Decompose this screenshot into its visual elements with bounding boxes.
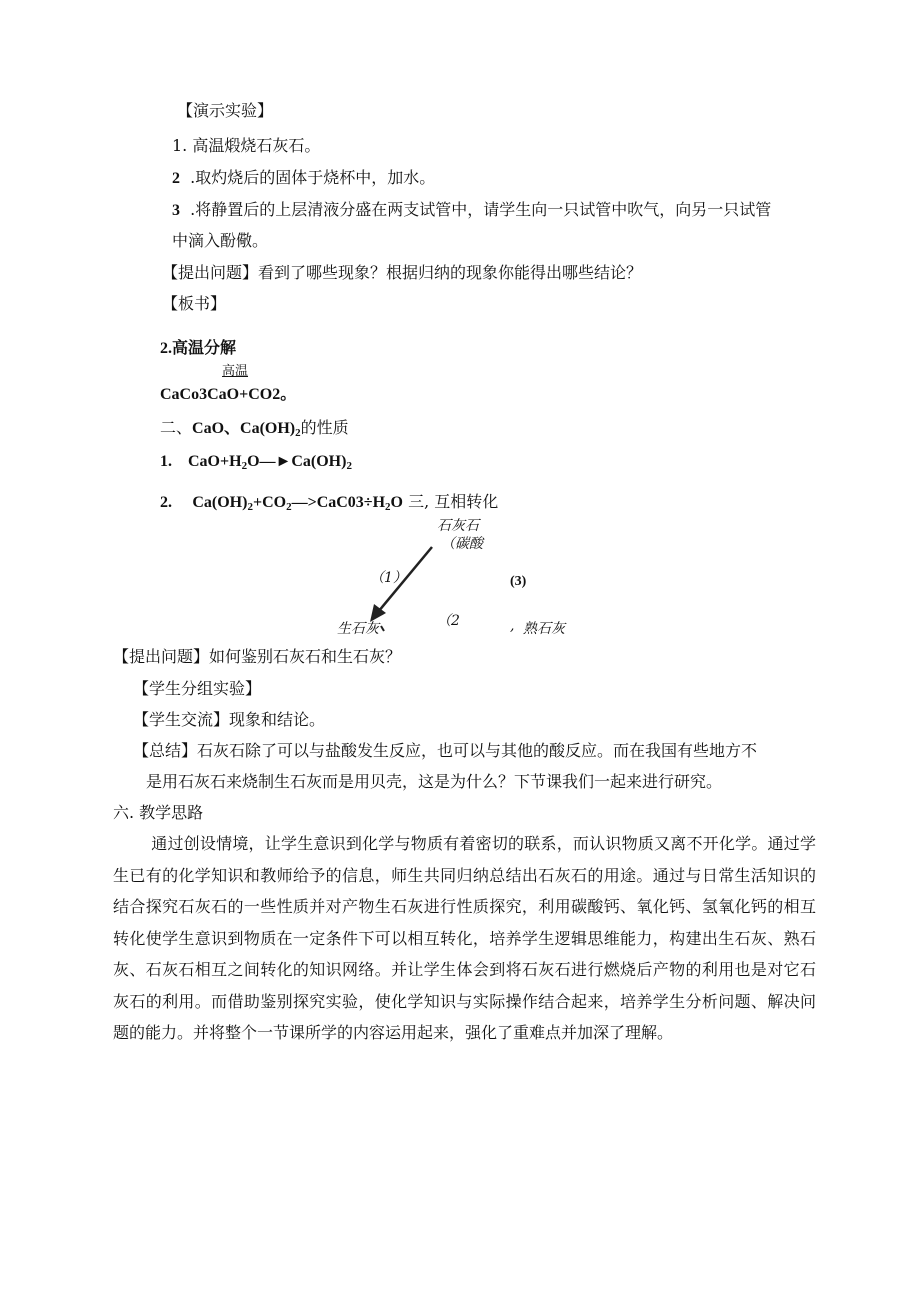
diagram-carbonate-label: （碳酸 [441,536,483,552]
decomposition-title: 2.高温分解 [160,340,237,357]
properties-heading-prefix: 二、 [160,418,193,437]
equation-2-number: 2. [160,494,172,511]
equation-2-part-a: Ca(OH) [192,494,248,511]
diagram-step-2: （2 [437,613,460,629]
question-2: 【提出问题】如何鉴别石灰石和生石灰？ [113,647,402,666]
equation-2-sub-a: 2 [247,501,253,513]
question-1: 【提出问题】看到了哪些现象？根据归纳的现象你能得出哪些结论？ [162,263,643,282]
equation-2-sub-c: 2 [385,501,391,513]
diagram-slaked-prefix: , [510,618,515,634]
demo-item-1: 1. 高温煅烧石灰石。 [172,136,321,155]
student-exchange: 【学生交流】现象和结论。 [133,710,326,729]
group-experiment: 【学生分组实验】 [133,679,262,698]
demo-item-2-text: .取灼烧后的固体于烧杯中，加水。 [190,168,436,187]
demo-heading: 【演示实验】 [177,101,274,120]
properties-heading-subscript: 2 [295,427,301,439]
decomposition-equation: CaCo3CaO+CO2。 [160,386,297,403]
equation-1-part-a: CaO+H [188,453,242,470]
diagram-step-1: （1） [370,570,407,586]
diagram-step-3: (3) [510,574,527,589]
diagram-slaked-lime-label: 熟石灰 [523,621,565,637]
equation-1-sub-a: 2 [241,460,248,472]
summary-line-2: 是用石灰石来烧制生石灰而是用贝壳，这是为什么？下节课我们一起来进行研究。 [146,772,723,791]
summary-line-1: 【总结】石灰石除了可以与盐酸发生反应，也可以与其他的酸反应。而在我国有些地方不 [133,741,758,760]
teaching-approach-paragraph [113,828,816,1049]
equation-2-part-c: —>CaC03÷H [291,494,386,511]
teaching-approach-text: 通过创设情境，让学生意识到化学与物质有着密切的联系，而认识物质又离不开化学。通过学生已有的化学知识和教师给予的信息，师生共同归纳总结出石灰石的用途。通过与日常生活知识的结合探究石灰石的一些性质并对产物生石灰进行性质探究，利用碳酸钙、氧化钙、氢氧化钙的相互转化使学生意识到物质在一定条件下可以相互转化，培养学生逻辑思维能力，构建出生石灰、熟石灰、石灰石相互之间转化的知识网络。并让学生体会到将石灰石进行燃烧后产物的利用也是对它石灰石的利用。而借助鉴别探究实验，使化学知识与实际操作结合起来，培养学生分析问题、解决问题的能力。并将整个一节课所学的内容运用起来，强化了重难点并加深了理解。 [113,834,816,1042]
equation-1-sub-b: 2 [346,460,352,472]
properties-heading-formula: CaO、Ca(OH) [192,420,296,437]
section-3-heading: 三, 互相转化 [408,492,499,511]
demo-item-3-text: .将静置后的上层清液分盛在两支试管中，请学生向一只试管中吹气，向另一只试管 [190,200,772,219]
section-6-heading: 六. 教学思路 [113,803,204,822]
equation-1-part-b: O—►Ca(OH) [247,453,347,470]
demo-item-3-continued: 中滴入酚儆。 [172,231,269,250]
board-heading: 【板书】 [162,294,227,313]
properties-heading-suffix: 的性质 [300,418,349,437]
equation-1-number: 1. [160,453,172,470]
tick-mark [381,626,384,631]
demo-item-2-number: 2 [172,170,180,187]
equation-2-part-d: O [390,494,403,511]
diagram-limestone-label: 石灰石 [437,518,479,534]
demo-item-3-number: 3 [172,202,180,219]
diagram-quicklime-label: 生石灰 [337,621,379,637]
equation-2-sub-b: 2 [286,501,292,513]
decomposition-condition: 高温 [222,364,249,379]
equation-2-part-b: +CO [252,494,287,511]
